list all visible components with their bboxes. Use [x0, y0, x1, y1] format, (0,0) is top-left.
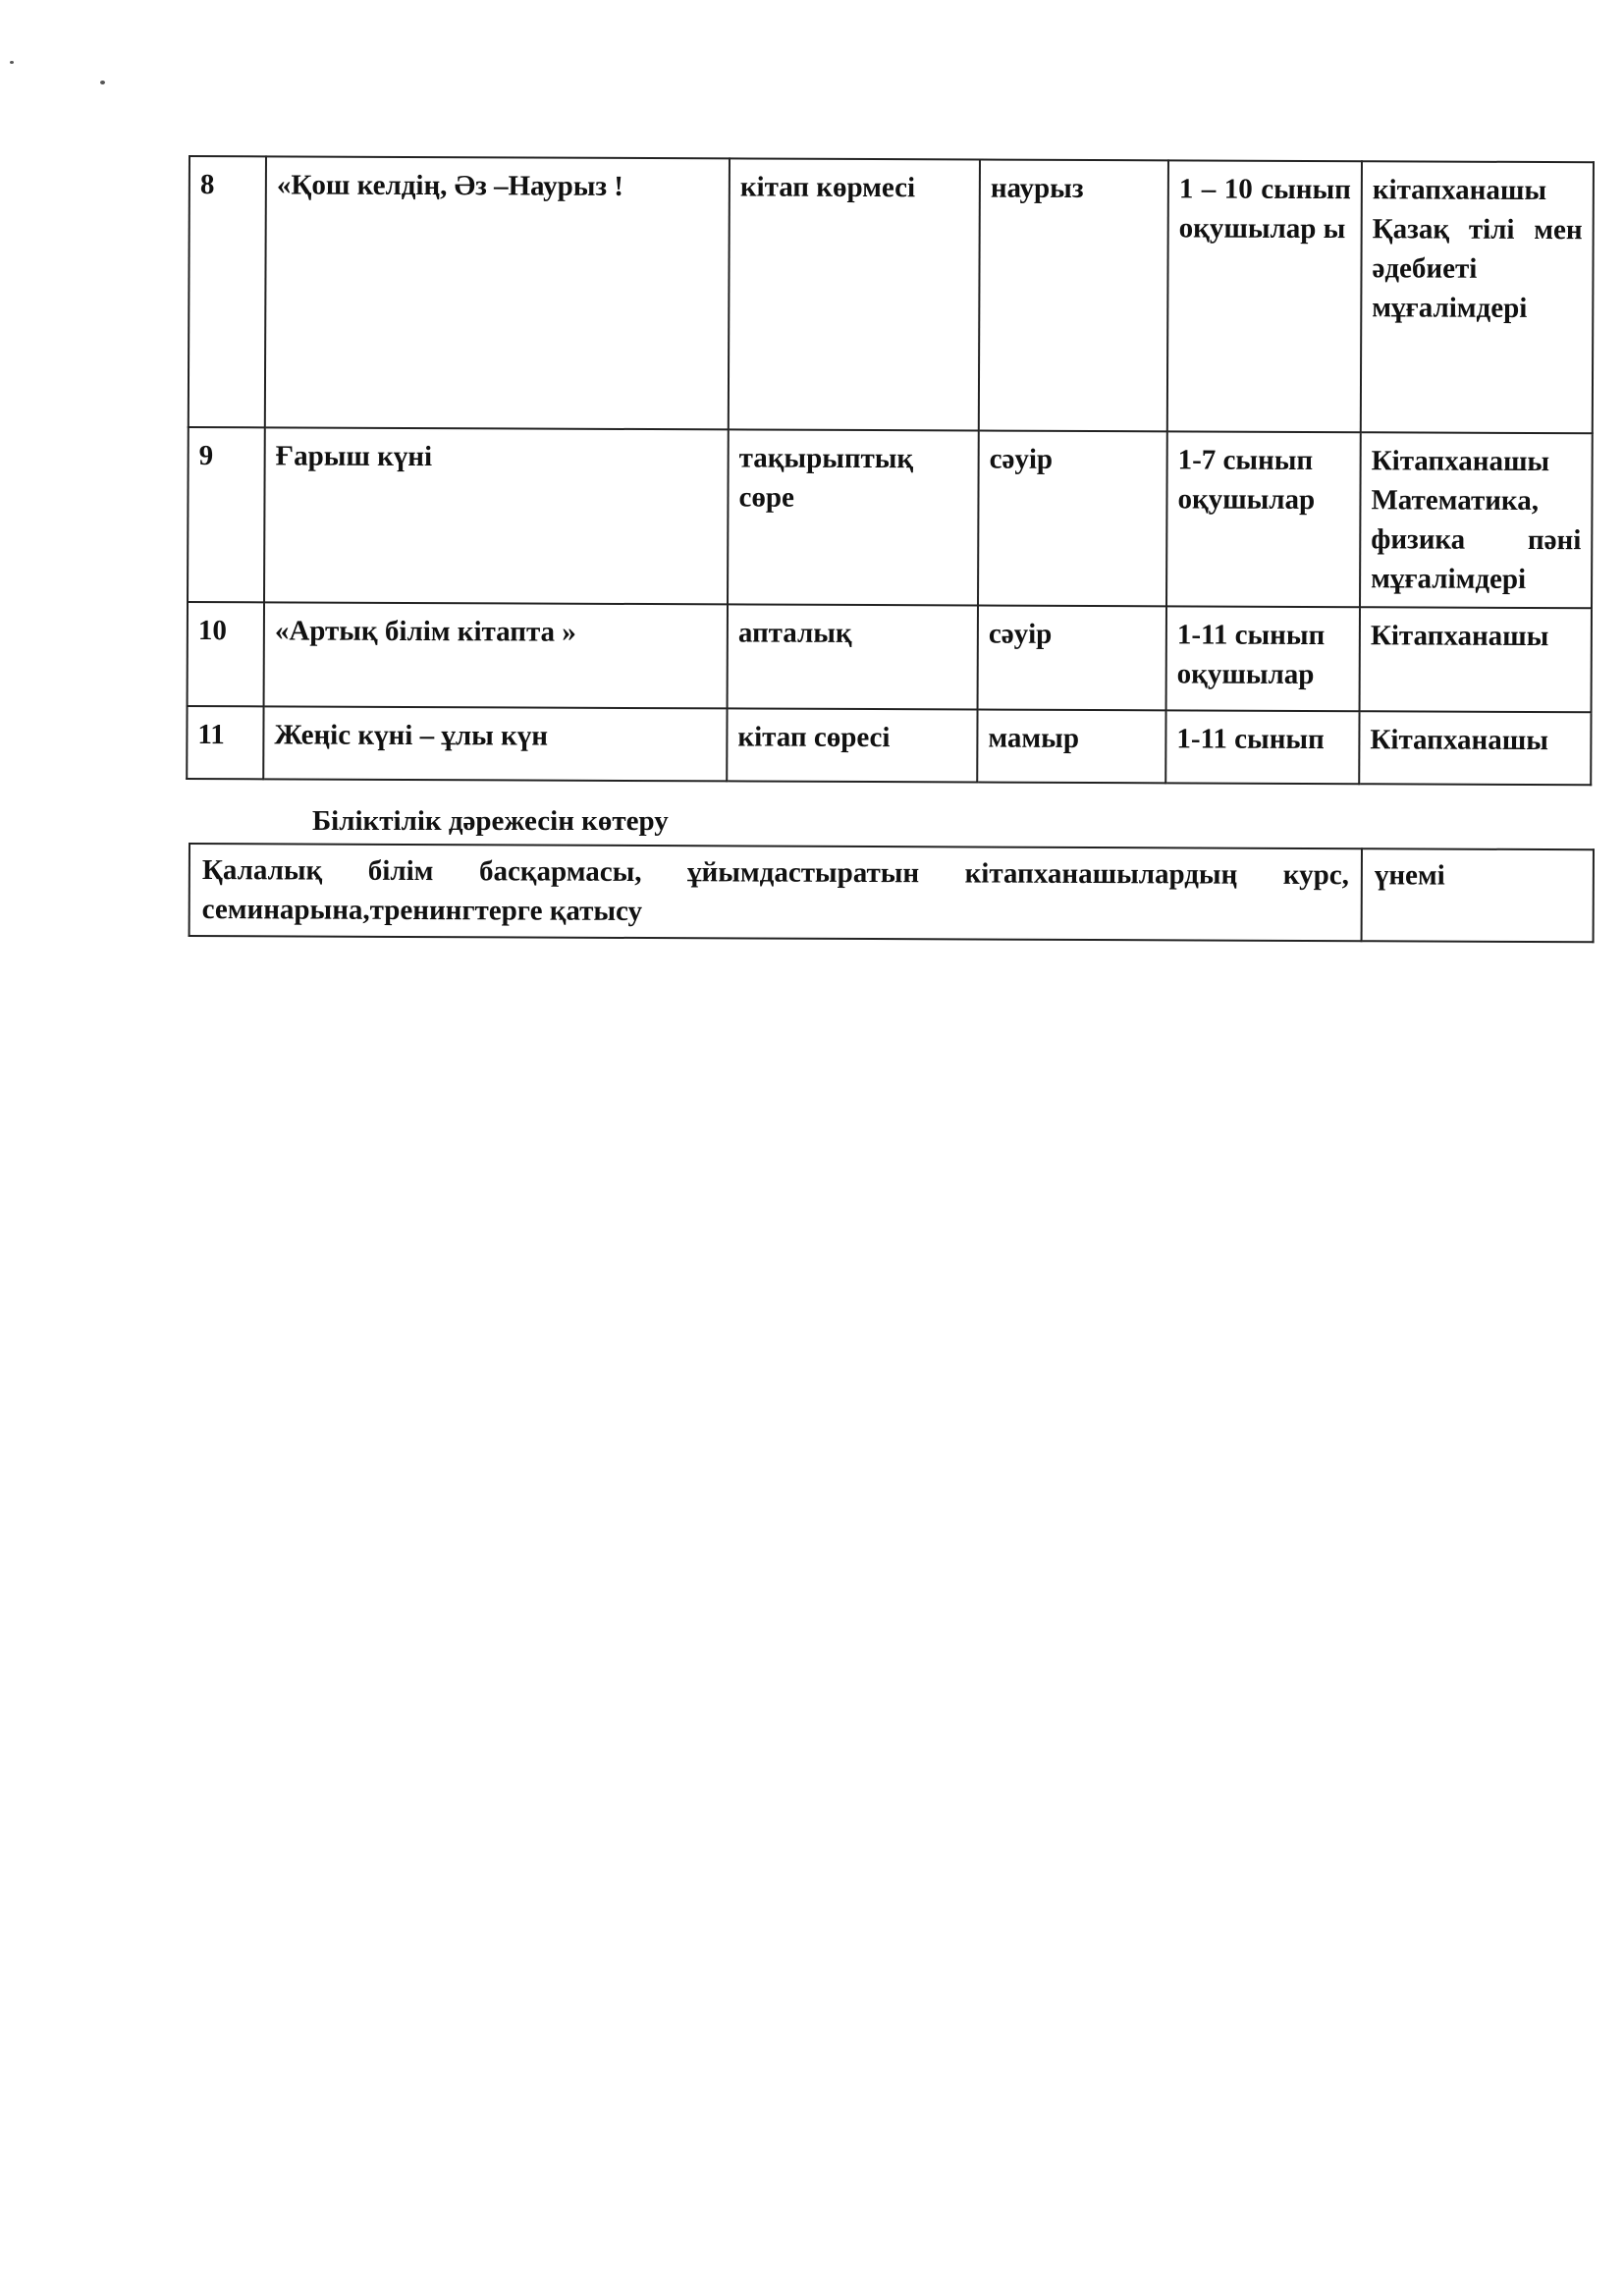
section-heading: Біліктілік дәрежесін көтеру: [312, 805, 669, 837]
event-audience: 1-7 сынып оқушылар: [1166, 431, 1361, 607]
event-title: «Қош келдің, Әз –Наурыз !: [265, 156, 730, 429]
event-date: сәуір: [978, 606, 1166, 711]
row-number: 10: [188, 602, 264, 706]
row-number: 9: [188, 427, 265, 602]
event-date: наурыз: [979, 160, 1168, 432]
event-audience: 1-11 сынып оқушылар: [1166, 606, 1360, 711]
event-form: кітап көрмесі: [729, 158, 980, 430]
event-audience: 1-11 сынып: [1165, 710, 1359, 784]
table-row: [189, 156, 1594, 433]
row-number: 8: [189, 156, 266, 427]
qualification-table: [189, 843, 1595, 943]
row-number: 11: [187, 706, 263, 779]
event-responsible: Кітапханашы: [1359, 711, 1591, 785]
event-title: Ғарыш күні: [264, 427, 729, 604]
event-responsible: Кітапханашы Математика, физика пәні мұғалімдері: [1360, 432, 1593, 608]
event-form: тақырыптық сөре: [728, 429, 979, 605]
event-audience: 1 – 10 сынып оқушылар ы: [1167, 160, 1362, 432]
table-row: [188, 602, 1592, 712]
event-title: Жеңіс күні – ұлы күн: [263, 706, 727, 781]
table-row: [188, 427, 1593, 608]
qualification-frequency: үнемі: [1362, 848, 1594, 942]
table-row: [187, 706, 1591, 785]
event-date: мамыр: [977, 710, 1165, 784]
event-responsible: Кітапханашы: [1360, 607, 1592, 712]
scan-speck: [100, 81, 105, 84]
event-responsible: кітапханашы Қазақ тілі мен әдебиеті мұғалімдері: [1361, 161, 1594, 433]
event-title: «Артық білім кітапта »: [264, 602, 728, 708]
qualification-activity: Қалалық білім басқармасы, ұйымдастыратын кітапханашылардың курс, семинарына,тренингтерге қатысу: [189, 844, 1362, 941]
scan-speck: [10, 61, 14, 64]
event-form: апталық: [728, 604, 978, 709]
event-date: сәуір: [978, 431, 1167, 607]
table-row: [189, 844, 1594, 942]
event-form: кітап сөресі: [727, 708, 977, 782]
activities-table: [186, 155, 1595, 786]
